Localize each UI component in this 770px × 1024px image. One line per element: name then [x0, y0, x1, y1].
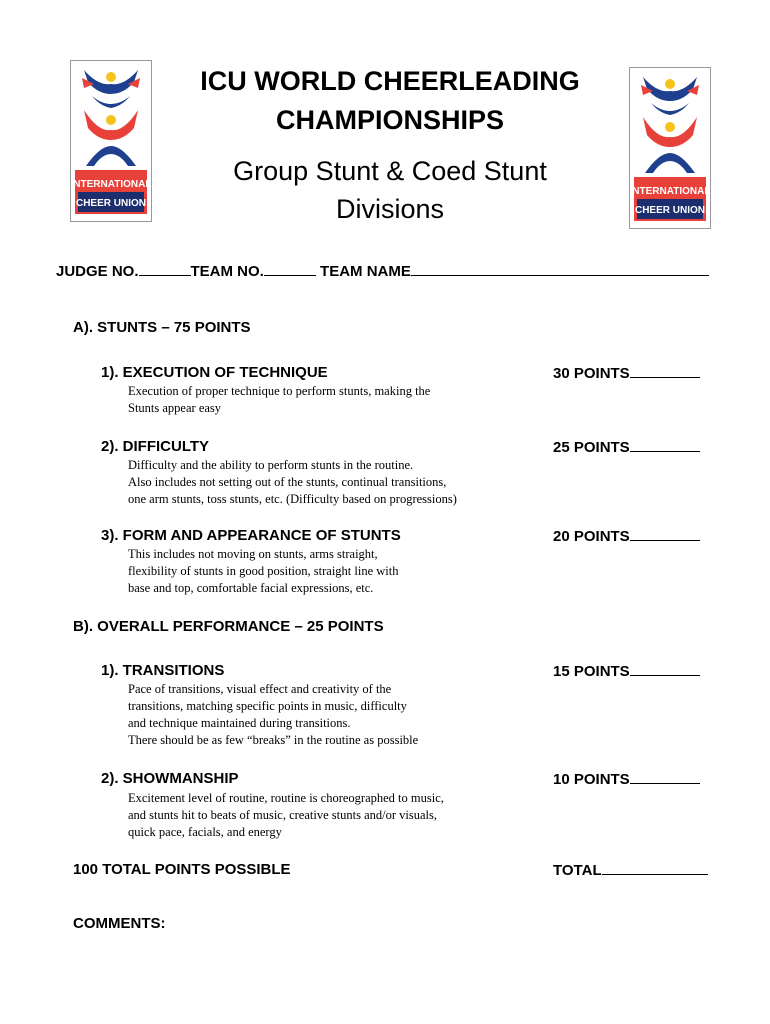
total-points-possible: 100 TOTAL POINTS POSSIBLE — [73, 861, 291, 878]
desc-line: Stunts appear easy — [128, 401, 222, 415]
item-showmanship-title: 2). SHOWMANSHIP — [101, 770, 239, 787]
item-showmanship-points — [553, 770, 700, 788]
page-title — [180, 62, 600, 140]
points-label: 30 POINTS — [553, 365, 630, 382]
desc-line: Excitement level of routine, routine is choreographed to music, — [128, 791, 444, 805]
desc-line: Also includes not setting out of the stunts, continual transitions, — [128, 475, 447, 489]
desc-line: Difficulty and the ability to perform stunts in the routine. — [128, 458, 414, 472]
icu-logo-left — [70, 60, 152, 222]
desc-line: There should be as few “breaks” in the routine as possible — [128, 733, 419, 747]
judge-no-field[interactable] — [139, 262, 191, 276]
points-label: 10 POINTS — [553, 771, 630, 788]
desc-line: transitions, matching specific points in music, difficulty — [128, 699, 407, 713]
desc-line: and technique maintained during transitions. — [128, 716, 351, 730]
desc-line: This includes not moving on stunts, arms straight, — [128, 547, 378, 561]
desc-line: Execution of proper technique to perform stunts, making the — [128, 384, 431, 398]
section-a-title: A). STUNTS – 75 POINTS — [73, 319, 251, 336]
item-transitions-points — [553, 662, 700, 680]
team-no-label: TEAM NO. — [190, 263, 264, 280]
points-field[interactable] — [630, 770, 700, 784]
item-form-points — [553, 527, 700, 545]
points-field[interactable] — [630, 364, 700, 378]
desc-line: quick pace, facials, and energy — [128, 825, 282, 839]
svg-text:CHEER UNION: CHEER UNION — [634, 205, 706, 216]
item-transitions-desc — [128, 681, 548, 749]
desc-line: and stunts hit to beats of music, creative stunts and/or visuals, — [128, 808, 437, 822]
svg-text:INTERNATIONAL: INTERNATIONAL — [629, 186, 711, 197]
desc-line: base and top, comfortable facial expressions, etc. — [128, 581, 374, 595]
desc-line: Pace of transitions, visual effect and creativity of the — [128, 682, 392, 696]
points-label: 15 POINTS — [553, 663, 630, 680]
title-line-1: ICU WORLD CHEERLEADING — [200, 66, 580, 96]
title-line-2: CHAMPIONSHIPS — [275, 105, 505, 135]
item-difficulty-desc — [128, 457, 548, 508]
item-form-desc — [128, 546, 548, 597]
item-execution-title: 1). EXECUTION OF TECHNIQUE — [101, 364, 328, 381]
team-name-field[interactable] — [411, 262, 709, 276]
total-field[interactable] — [602, 861, 708, 875]
item-execution-points — [553, 364, 700, 382]
subtitle-line-1: Group Stunt & Coed Stunt — [233, 156, 547, 186]
item-execution-desc — [128, 383, 548, 417]
item-transitions-title: 1). TRANSITIONS — [101, 662, 225, 679]
desc-line: flexibility of stunts in good position, straight line with — [128, 564, 399, 578]
points-label: 25 POINTS — [553, 439, 630, 456]
points-field[interactable] — [630, 662, 700, 676]
icu-logo-right — [629, 67, 711, 229]
points-label: 20 POINTS — [553, 528, 630, 545]
points-field[interactable] — [630, 527, 700, 541]
comments-label: COMMENTS: — [73, 915, 166, 932]
points-field[interactable] — [630, 438, 700, 452]
svg-text:INTERNATIONAL: INTERNATIONAL — [70, 179, 152, 190]
item-showmanship-desc — [128, 790, 548, 841]
icu-logo-icon — [629, 67, 711, 229]
item-difficulty-title: 2). DIFFICULTY — [101, 438, 210, 455]
desc-line: one arm stunts, toss stunts, etc. (Difficulty based on progressions) — [128, 492, 457, 506]
svg-text:CHEER UNION: CHEER UNION — [75, 198, 147, 209]
total-label: TOTAL — [553, 862, 602, 879]
icu-logo-icon — [70, 60, 152, 222]
team-no-field[interactable] — [264, 262, 316, 276]
subtitle-line-2: Divisions — [335, 194, 445, 224]
item-form-title: 3). FORM AND APPEARANCE OF STUNTS — [101, 527, 401, 544]
item-difficulty-points — [553, 438, 700, 456]
judge-no-label: JUDGE NO. — [56, 263, 139, 280]
section-b-title: B). OVERALL PERFORMANCE – 25 POINTS — [73, 618, 384, 635]
team-name-label: TEAM NAME — [320, 263, 411, 280]
judge-team-line — [56, 262, 709, 280]
page-subtitle — [180, 152, 600, 228]
total-field-group — [553, 861, 708, 879]
